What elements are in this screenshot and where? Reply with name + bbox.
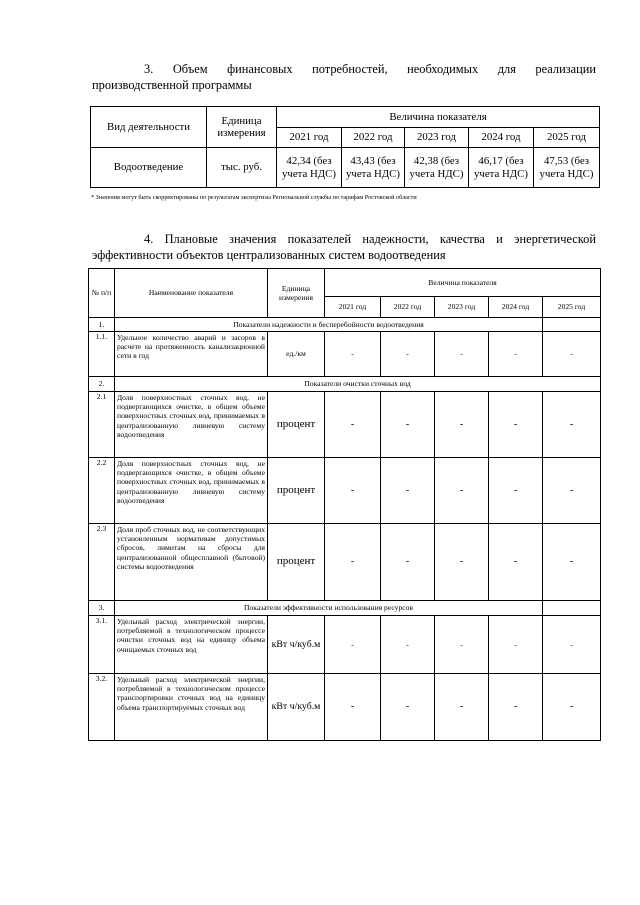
year-header: 2023 год (405, 128, 469, 148)
value-cell: 42,38 (без учета НДС) (405, 148, 469, 188)
value-cell: - (435, 332, 489, 377)
value-cell: - (543, 392, 601, 458)
value-cell: - (381, 674, 435, 741)
value-cell: - (325, 524, 381, 601)
unit-cell: ед./км (268, 332, 325, 377)
col-value-header: Величина показателя (325, 269, 601, 297)
value-cell: - (489, 332, 543, 377)
section4-heading-num: 4. (144, 232, 154, 246)
row-num: 3.1. (89, 616, 115, 674)
group-title: Показатели очистки сточных вод (115, 377, 601, 392)
unit-cell: кВт ч/куб.м (268, 616, 325, 674)
value-cell: - (325, 674, 381, 741)
year-header: 2024 год (469, 128, 534, 148)
indicator-name-text: Удельный расход электрической энергии, потребляемой в технологическом процессе очистки сточных вод на единицу объема очищаемых сточных вод (117, 617, 265, 654)
section4-heading-text: Плановые значения показателей надежности, качества и энергетической эффективности объектов централизованных систем водоотведения (92, 232, 596, 262)
indicator-name (115, 616, 268, 674)
value-cell: - (325, 458, 381, 524)
group-num: 3. (89, 601, 115, 616)
indicator-name (115, 674, 268, 741)
financial-needs-table (90, 106, 600, 188)
col-unit-header: Единица измерения (207, 107, 277, 148)
unit-cell: процент (268, 524, 325, 601)
value-cell: - (325, 332, 381, 377)
section3-heading (92, 61, 596, 93)
year-header: 2021 год (325, 297, 381, 318)
footnote: * Значения могут быть скорректированы по результатам экспертизы Региональной службы по тарифам Ростовской области (91, 194, 417, 201)
col-name-header: Наименование показателя (115, 269, 268, 318)
value-cell: - (325, 392, 381, 458)
value-cell: - (543, 674, 601, 741)
indicator-name (115, 524, 268, 601)
value-cell: - (489, 616, 543, 674)
col-num-header: № п/п (89, 269, 115, 318)
group-num: 1. (89, 318, 115, 332)
value-cell: 42,34 (без учета НДС) (277, 148, 342, 188)
year-header: 2025 год (534, 128, 600, 148)
year-header: 2025 год (543, 297, 601, 318)
value-cell: - (489, 392, 543, 458)
unit-cell: кВт ч/куб.м (268, 674, 325, 741)
unit-cell: тыс. руб. (207, 148, 277, 188)
indicator-name (115, 458, 268, 524)
value-cell: - (489, 674, 543, 741)
value-cell: - (325, 616, 381, 674)
indicator-name-text: Удельный расход электрической энергии, потребляемой в технологическом процессе транспортировки сточных вод на единицу объема транспортируемых сточных вод (117, 675, 265, 712)
group-title: Показатели эффективности использования ресурсов (115, 601, 543, 616)
section3-heading-num: 3. (144, 62, 154, 76)
group-num: 2. (89, 377, 115, 392)
value-cell: 46,17 (без учета НДС) (469, 148, 534, 188)
activity-cell: Водоотведение (91, 148, 207, 188)
group-blank (543, 601, 601, 616)
group-title: Показатели надежности и бесперебойности водоотведения (115, 318, 543, 332)
value-cell: - (489, 458, 543, 524)
row-num: 2.2 (89, 458, 115, 524)
value-cell: - (543, 458, 601, 524)
value-cell: - (489, 524, 543, 601)
col-activity-header: Вид деятельности (91, 107, 207, 148)
value-cell: - (543, 332, 601, 377)
value-cell: 47,53 (без учета НДС) (534, 148, 600, 188)
value-cell: - (435, 392, 489, 458)
indicator-name-text: Доля поверхностных сточных вод, не подвергающихся очистке, в общем объеме поверхностных сточных вод, принимаемых в централизованную ливневую систему водоотведения (117, 393, 265, 439)
indicator-name (115, 392, 268, 458)
value-cell: - (381, 392, 435, 458)
year-header: 2022 год (381, 297, 435, 318)
value-cell: - (435, 458, 489, 524)
indicator-name (115, 332, 268, 377)
value-cell: - (381, 332, 435, 377)
value-cell: - (435, 616, 489, 674)
indicator-name-text: Удельное количество аварий и засоров в расчете на протяженность канализационной сети в год (117, 333, 265, 361)
value-cell: 43,43 (без учета НДС) (342, 148, 405, 188)
group-blank (543, 318, 601, 332)
value-cell: - (381, 458, 435, 524)
row-num: 2.3 (89, 524, 115, 601)
planned-indicators-table (88, 268, 601, 741)
row-num: 2.1 (89, 392, 115, 458)
unit-cell: процент (268, 392, 325, 458)
unit-cell: процент (268, 458, 325, 524)
value-cell: - (543, 524, 601, 601)
col-unit-header: Единица измерения (268, 269, 325, 318)
row-num: 3.2. (89, 674, 115, 741)
indicator-name-text: Доля проб сточных вод, не соответствующих установленным нормативам допустимых сбросов, лимитам на сбросы для централизованной общесплавной (бытовой) системы водоотведения (117, 525, 265, 571)
year-header: 2022 год (342, 128, 405, 148)
value-cell: - (543, 616, 601, 674)
section3-heading-text: Объем финансовых потребностей, необходимых для реализации производственной программы (92, 62, 596, 92)
value-cell: - (381, 524, 435, 601)
year-header: 2021 год (277, 128, 342, 148)
year-header: 2023 год (435, 297, 489, 318)
value-cell: - (381, 616, 435, 674)
row-num: 1.1. (89, 332, 115, 377)
indicator-name-text: Доля поверхностных сточных вод, не подвергающихся очистке, в общем объеме поверхностных сточных вод, принимаемых в централизованную ливневую систему водоотведения (117, 459, 265, 505)
section4-heading (92, 231, 596, 263)
value-cell: - (435, 524, 489, 601)
value-cell: - (435, 674, 489, 741)
col-value-header: Величина показателя (277, 107, 600, 128)
year-header: 2024 год (489, 297, 543, 318)
